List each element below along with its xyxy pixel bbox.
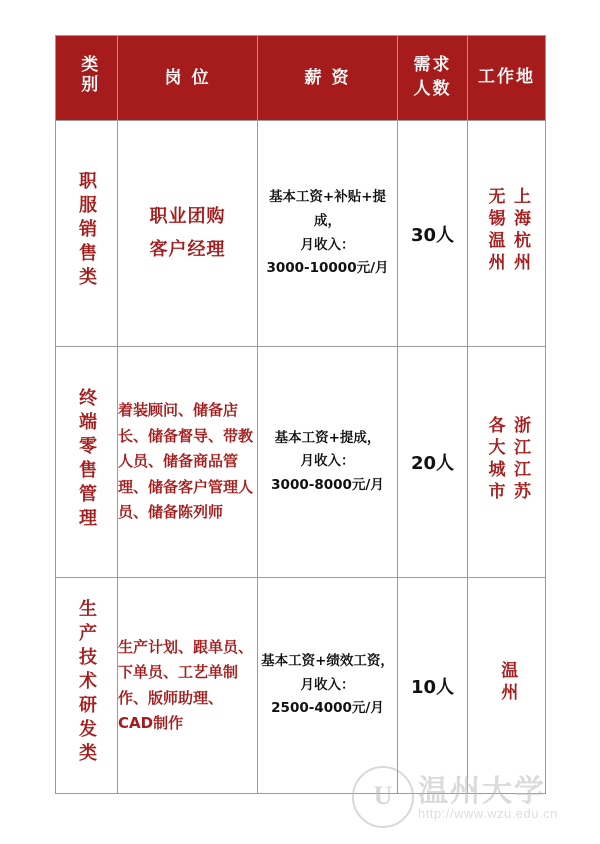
- header-label-salary: 薪 资: [304, 67, 351, 88]
- category-text: 生产技术研发类: [76, 599, 97, 767]
- cell-location: [468, 347, 546, 578]
- salary-line-2: 月收入：: [300, 676, 355, 693]
- cell-position: [118, 347, 258, 578]
- salary-line-3: 2500-4000元/月: [271, 700, 384, 717]
- location-text: 上海杭州无锡温州: [484, 187, 530, 275]
- position-text: 生产计划、跟单员、下单员、工艺单制作、版师助理、CAD制作: [118, 637, 254, 732]
- position-text: 职业团购客户经理: [149, 206, 226, 260]
- header-cell-position: [118, 36, 258, 121]
- cell-position: [118, 121, 258, 347]
- header-cell-category: [56, 36, 118, 121]
- cell-headcount: [398, 578, 468, 794]
- salary-line-3: 3000-10000元/月: [266, 260, 389, 277]
- cell-salary: [258, 121, 398, 347]
- watermark-title: 温州大学: [418, 774, 546, 809]
- table-header-row: [56, 36, 546, 121]
- category-text: 终端零售管理: [76, 387, 97, 532]
- header-label-location: 工作地: [477, 67, 535, 88]
- cell-position: [118, 578, 258, 794]
- location-text: 浙江江苏各大城市: [484, 415, 530, 504]
- jobs-table-container: [55, 35, 545, 794]
- cell-salary: [258, 347, 398, 578]
- header-label-headcount: 需求人数: [413, 55, 452, 99]
- table-row: [56, 121, 546, 347]
- jobs-table: [55, 35, 546, 794]
- salary-line-2: 月收入：: [300, 236, 355, 253]
- cell-headcount: [398, 121, 468, 347]
- salary-line-1: 基本工资+提成，: [274, 429, 381, 446]
- salary-line-3: 3000-8000元/月: [271, 476, 384, 493]
- position-text: 着装顾问、储备店长、储备督导、带教人员、储备商品管理、储备客户管理人员、储备陈列师: [118, 401, 254, 522]
- cell-headcount: [398, 347, 468, 578]
- cell-location: [468, 121, 546, 347]
- salary-line-1: 基本工资+绩效工资，: [261, 653, 394, 670]
- cell-salary: [258, 578, 398, 794]
- header-cell-salary: [258, 36, 398, 121]
- watermark-url: http://www.wzu.edu.cn: [418, 806, 558, 821]
- table-row: [56, 347, 546, 578]
- cell-location: [468, 578, 546, 794]
- cell-category: [56, 347, 118, 578]
- salary-line-2: 月收入：: [300, 453, 355, 470]
- location-text: 温州: [497, 661, 518, 705]
- headcount-text: 20人: [410, 453, 455, 474]
- table-body: [56, 121, 546, 794]
- salary-line-1: 基本工资+补贴+提成，: [268, 189, 387, 229]
- header-cell-location: [468, 36, 546, 121]
- header-label-category: 类别: [77, 54, 98, 95]
- category-text: 职服销售类: [76, 171, 97, 291]
- table-row: [56, 578, 546, 794]
- cell-category: [56, 578, 118, 794]
- header-label-position: 岗 位: [164, 67, 211, 88]
- headcount-text: 10人: [410, 676, 455, 698]
- cell-category: [56, 121, 118, 347]
- university-seal-icon: U: [352, 766, 414, 828]
- header-cell-headcount: [398, 36, 468, 121]
- table-header: [56, 36, 546, 121]
- headcount-text: 30人: [410, 224, 455, 246]
